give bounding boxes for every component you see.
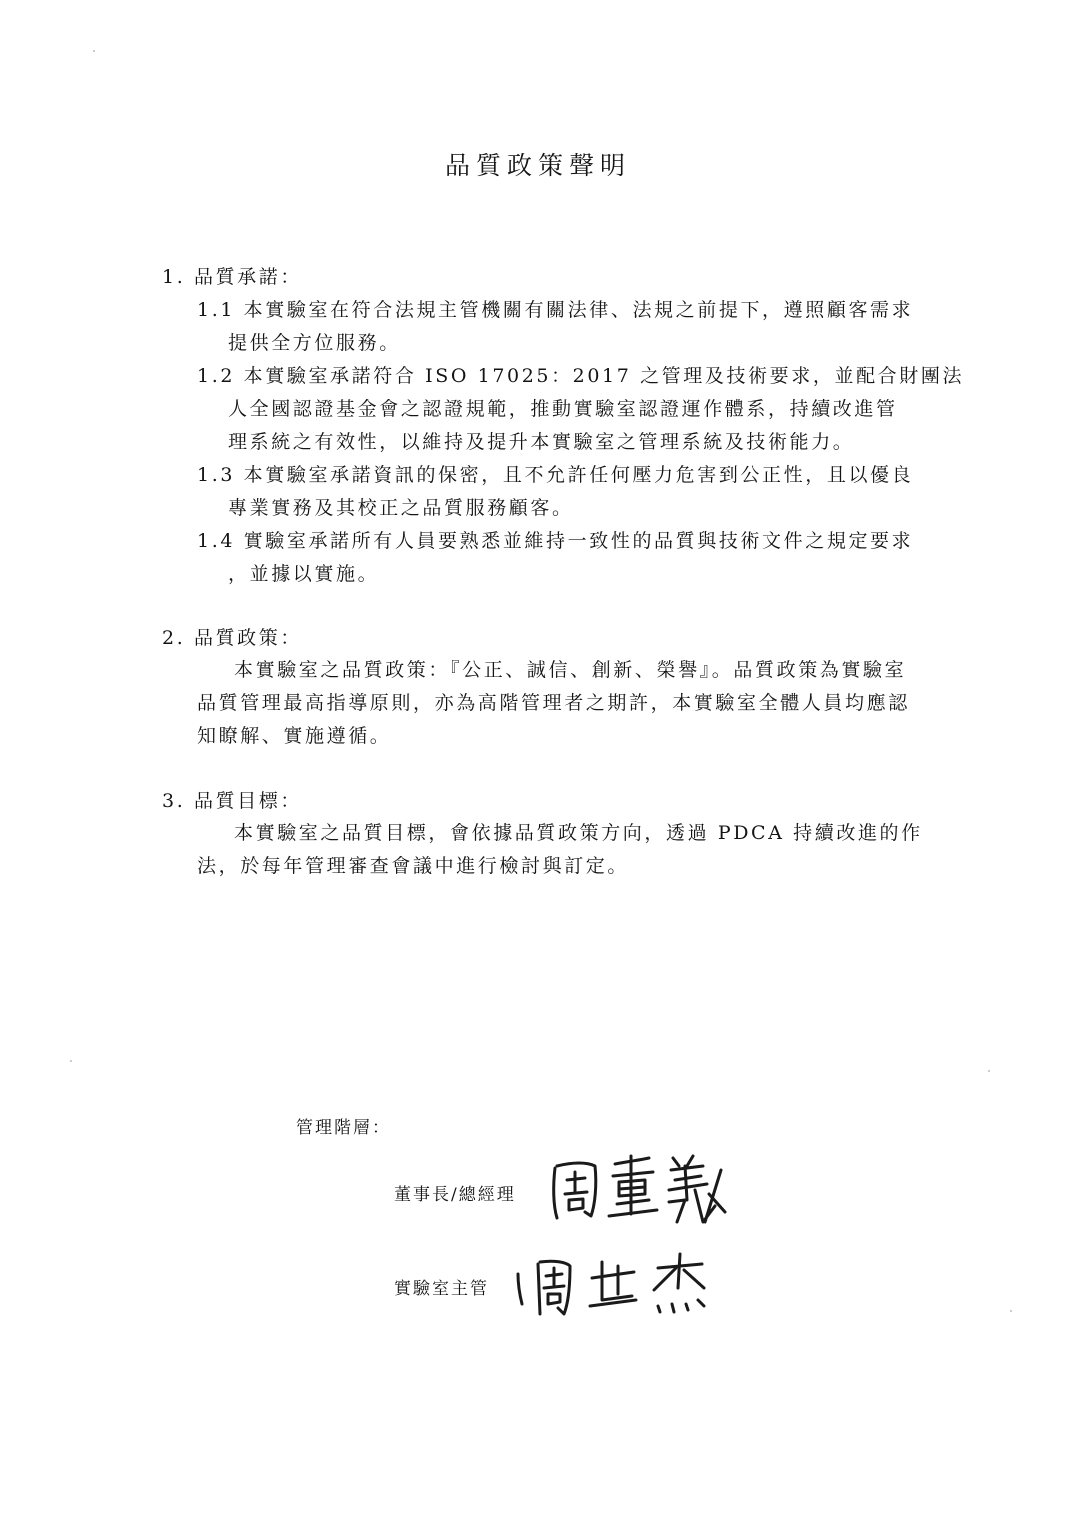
section-2-paragraph-line-3: 知瞭解、實施遵循。	[197, 725, 392, 747]
item-1-1-line-1: 1.1 本實驗室在符合法規主管機關有關法律、法規之前提下，遵照顧客需求	[197, 299, 914, 321]
section-2-paragraph-line-2: 品質管理最高指導原則，亦為高階管理者之期許，本實驗室全體人員均應認	[197, 692, 910, 714]
item-1-3-line-2: 專業實務及其校正之品質服務顧客。	[228, 497, 574, 519]
section-3-heading: 3. 品質目標：	[162, 790, 302, 812]
section-3-paragraph-line-2: 法，於每年管理審查會議中進行檢討與訂定。	[197, 855, 630, 877]
scan-speck	[93, 50, 95, 52]
section-1-heading: 1. 品質承諾：	[162, 266, 302, 288]
document-title: 品質政策聲明	[444, 151, 631, 180]
chairman-signature	[545, 1150, 745, 1230]
lab-supervisor-signature	[508, 1248, 718, 1328]
item-1-4-line-2: ，並據以實施。	[228, 563, 380, 585]
scan-speck	[70, 1060, 72, 1062]
section-2-paragraph-line-1: 本實驗室之品質政策：『公正、誠信、創新、榮譽』。品質政策為實驗室	[234, 659, 907, 681]
lab-supervisor-role-label: 實驗室主管	[394, 1279, 489, 1299]
item-1-4-line-1: 1.4 實驗室承諾所有人員要熟悉並維持一致性的品質與技術文件之規定要求	[197, 530, 914, 552]
item-1-2-line-2: 人全國認證基金會之認證規範，推動實驗室認證運作體系，持續改進管	[228, 398, 898, 420]
management-heading: 管理階層：	[296, 1118, 391, 1138]
item-1-1-line-2: 提供全方位服務。	[228, 332, 401, 354]
item-1-3-line-1: 1.3 本實驗室承諾資訊的保密，且不允許任何壓力危害到公正性，且以優良	[197, 464, 914, 486]
scan-speck	[1010, 1310, 1012, 1312]
chairman-role-label: 董事長/總經理	[394, 1185, 516, 1205]
item-1-2-line-3: 理系統之有效性，以維持及提升本實驗室之管理系統及技術能力。	[228, 431, 855, 453]
section-3-paragraph-line-1: 本實驗室之品質目標，會依據品質政策方向，透過 PDCA 持續改進的作	[234, 822, 923, 844]
scan-speck	[988, 1070, 990, 1072]
item-1-2-line-1: 1.2 本實驗室承諾符合 ISO 17025：2017 之管理及技術要求，並配合財團法	[197, 365, 965, 387]
section-2-heading: 2. 品質政策：	[162, 627, 302, 649]
